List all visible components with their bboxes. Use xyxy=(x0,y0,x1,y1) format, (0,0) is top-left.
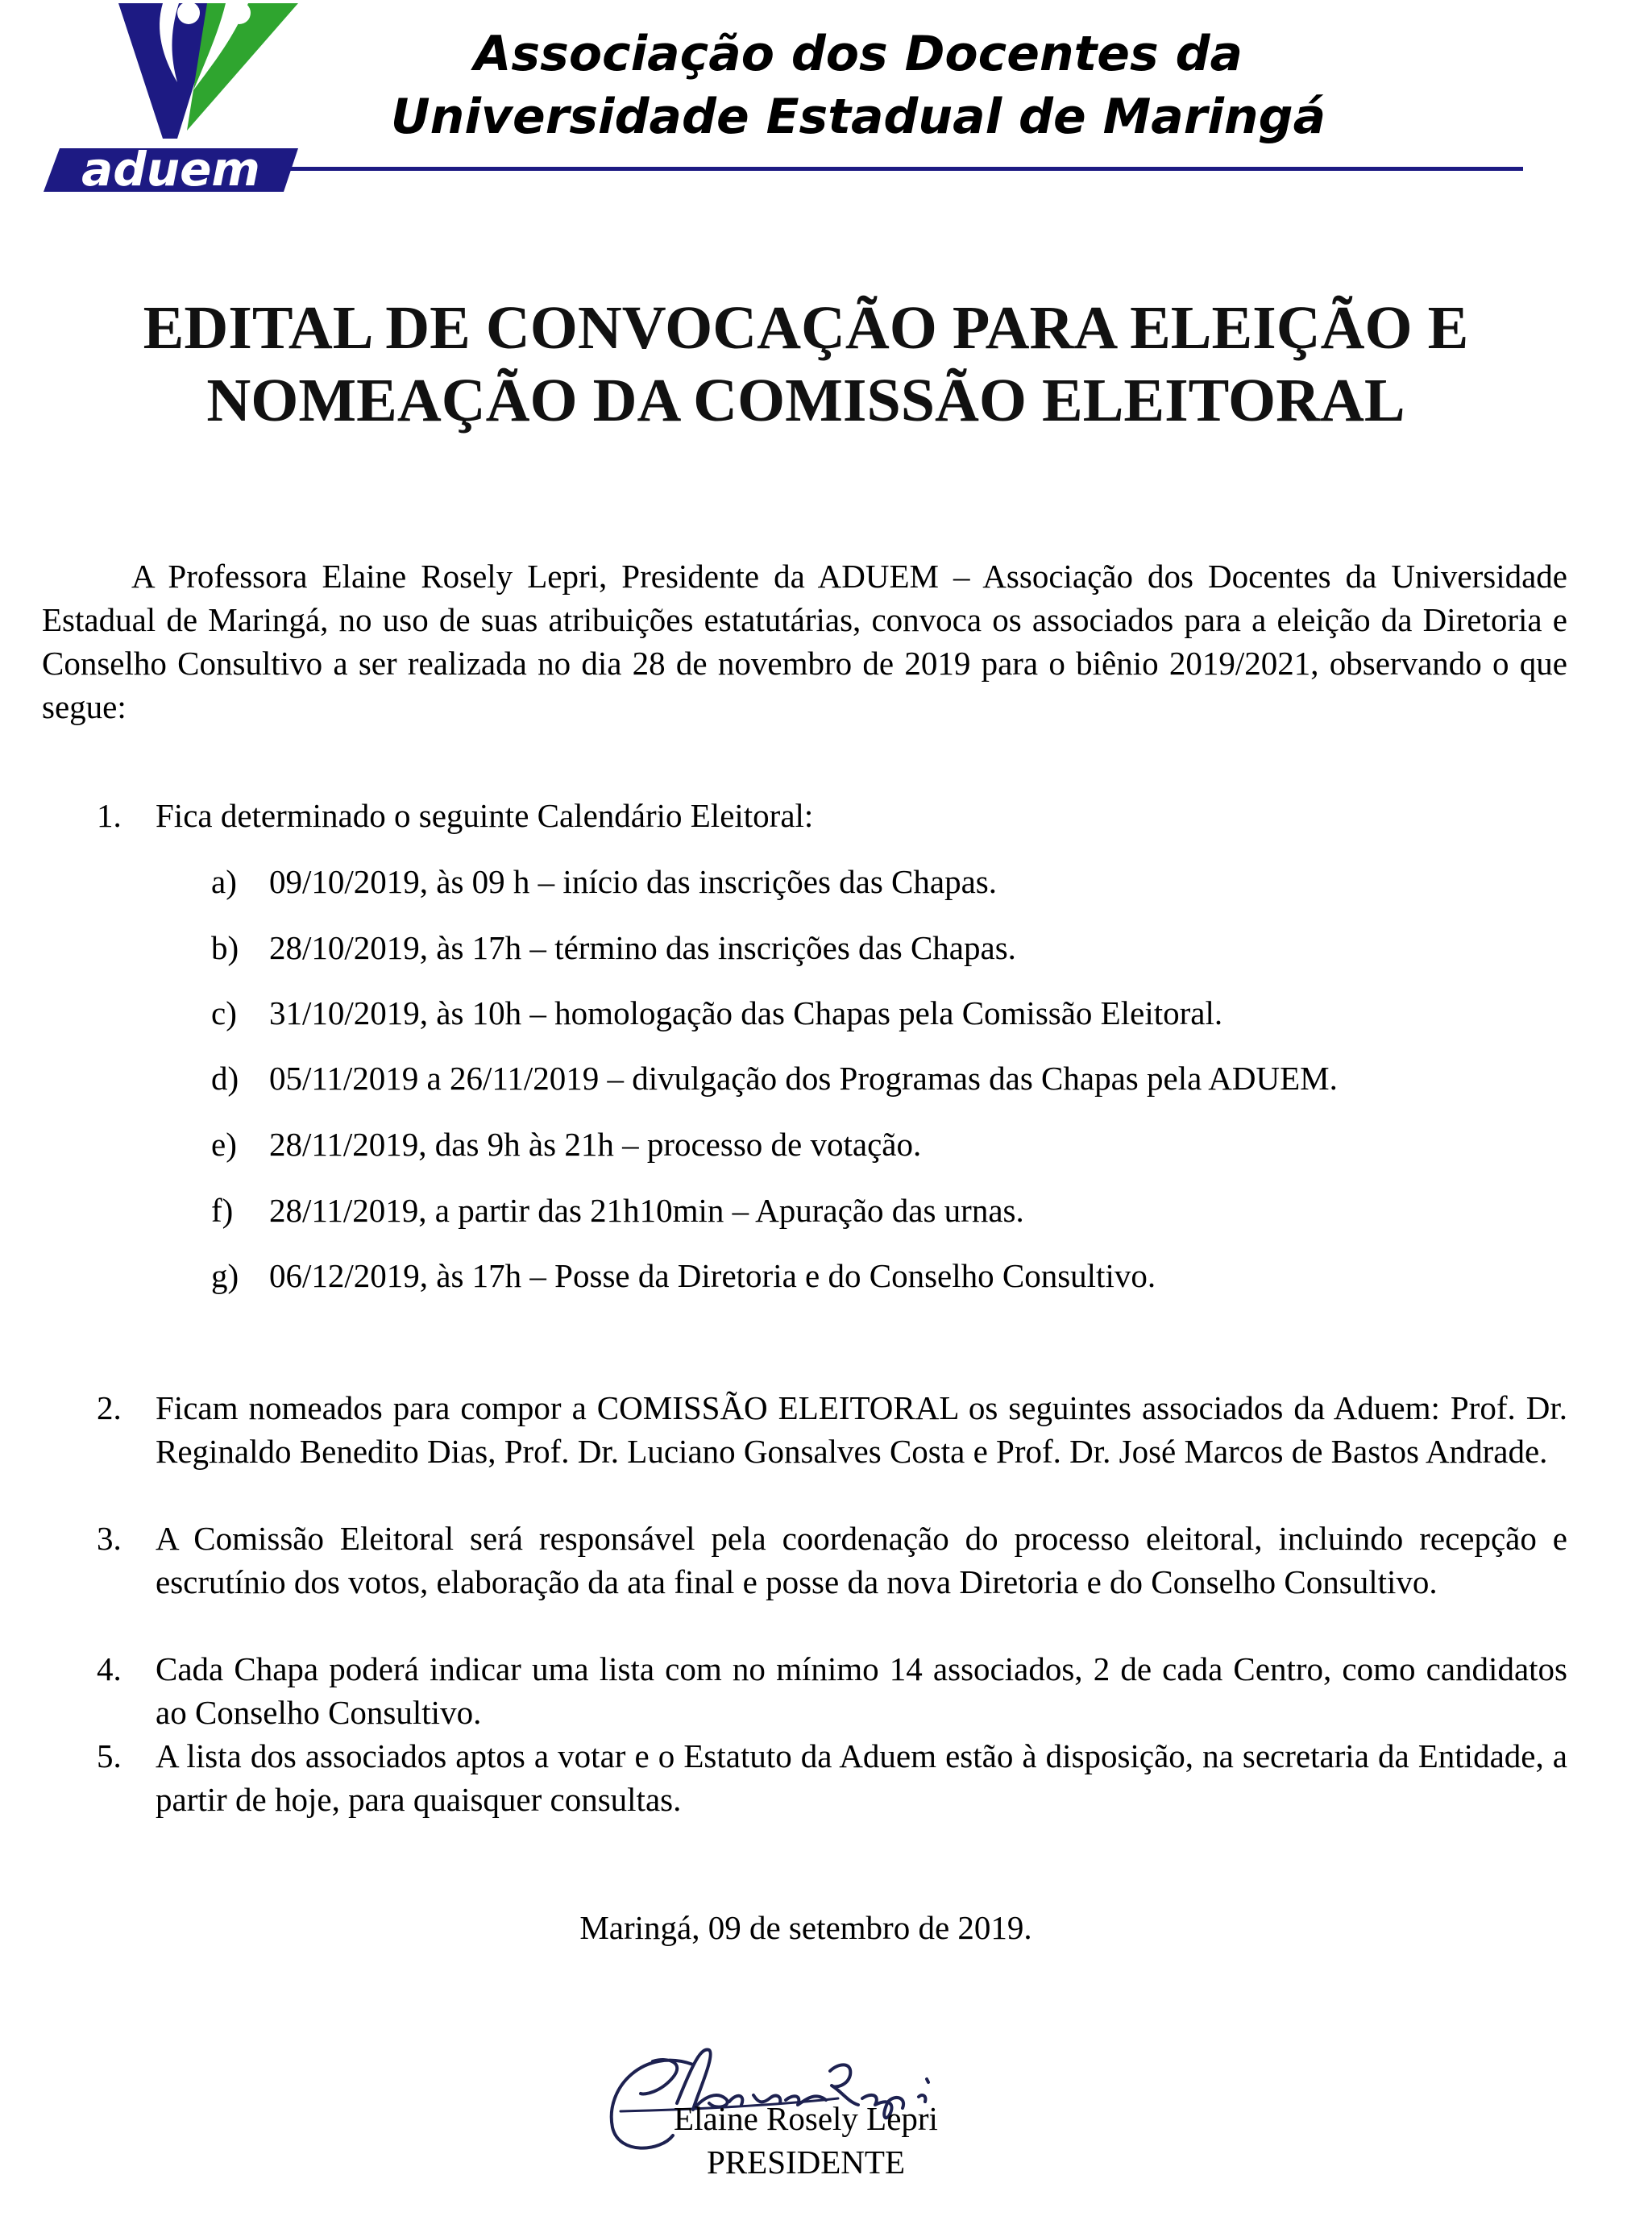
calendar-entry: 31/10/2019, às 10h – homologação das Chapas pela Comissão Eleitoral. xyxy=(269,994,1223,1031)
calendar-entry: 06/12/2019, às 17h – Posse da Diretoria e do Conselho Consultivo. xyxy=(269,1257,1156,1294)
calendar-letter: c) xyxy=(211,994,237,1031)
organization-name-line-2: Universidade Estadual de Maringá xyxy=(390,89,1326,145)
document-title-line-1: EDITAL DE CONVOCAÇÃO PARA ELEIÇÃO E xyxy=(143,294,1469,362)
calendar-entry: 05/11/2019 a 26/11/2019 – divulgação dos Programas das Chapas pela ADUEM. xyxy=(269,1060,1338,1097)
logo-text: aduem xyxy=(81,142,260,193)
list-number: 1. xyxy=(97,797,122,834)
intro-paragraph: A Professora Elaine Rosely Lepri, Presidente da ADUEM – Associação dos Docentes da Universidade Estadual de Maringá, no uso de suas atribuições estatutárias, convoca os associados para a eleição da Diretoria e Conselho Consultivo a ser realizada no dia 28 de novembro de 2019 para o biênio 2019/2021, observando o que segue: xyxy=(42,558,1567,725)
organization-name-line-1: Associação dos Docentes da xyxy=(473,26,1243,82)
calendar-letter: d) xyxy=(211,1060,239,1097)
calendar-entry: 28/11/2019, a partir das 21h10min – Apuração das urnas. xyxy=(269,1192,1024,1229)
list-number: 5. xyxy=(97,1737,122,1774)
calendar-letter: a) xyxy=(211,863,237,900)
list-number: 3. xyxy=(97,1520,122,1557)
calendar-entry: 28/10/2019, às 17h – término das inscrições das Chapas. xyxy=(269,929,1016,966)
place-and-date: Maringá, 09 de setembro de 2019. xyxy=(579,1909,1032,1946)
list-item-text: A Comissão Eleitoral será responsável pela coordenação do processo eleitoral, incluindo recepção e escrutínio dos votos, elaboração da ata final e posse da nova Diretoria e do Conselho Consultivo. xyxy=(156,1520,1567,1600)
list-item-text: A lista dos associados aptos a votar e o Estatuto da Aduem estão à disposição, na secretaria da Entidade, a partir de hoje, para quaisquer consultas. xyxy=(156,1737,1567,1818)
calendar-letter: f) xyxy=(211,1192,234,1229)
calendar-entry: 09/10/2019, às 09 h – início das inscrições das Chapas. xyxy=(269,863,998,900)
calendar-letter: e) xyxy=(211,1126,237,1163)
logo-white-head-shape xyxy=(177,2,200,24)
calendar-letter: b) xyxy=(211,929,239,966)
header-divider xyxy=(287,167,1523,171)
organization-name xyxy=(338,23,1378,148)
list-item-text: Ficam nomeados para compor a COMISSÃO ELEITORAL os seguintes associados da Aduem: Prof. Dr. Reginaldo Benedito Dias, Prof. Dr. Luciano Gonsalves Costa e Prof. Dr. José Marcos de Bastos Andrade. xyxy=(156,1389,1567,1470)
list-item-text: Fica determinado o seguinte Calendário Eleitoral: xyxy=(156,797,814,834)
list-item-text: Cada Chapa poderá indicar uma lista com no mínimo 14 associados, 2 de cada Centro, como candidatos ao Conselho Consultivo. xyxy=(156,1650,1567,1731)
list-number: 4. xyxy=(97,1650,122,1687)
signer-name: Elaine Rosely Lepri xyxy=(674,2100,938,2137)
aduem-logo xyxy=(42,2,298,193)
calendar-letter: g) xyxy=(211,1257,239,1294)
document-title xyxy=(48,292,1563,437)
list-number: 2. xyxy=(97,1389,122,1426)
signer-role: PRESIDENTE xyxy=(707,2144,905,2181)
calendar-entry: 28/11/2019, das 9h às 21h – processo de votação. xyxy=(269,1126,922,1163)
document-title-line-2: NOMEAÇÃO DA COMISSÃO ELEITORAL xyxy=(206,367,1405,434)
